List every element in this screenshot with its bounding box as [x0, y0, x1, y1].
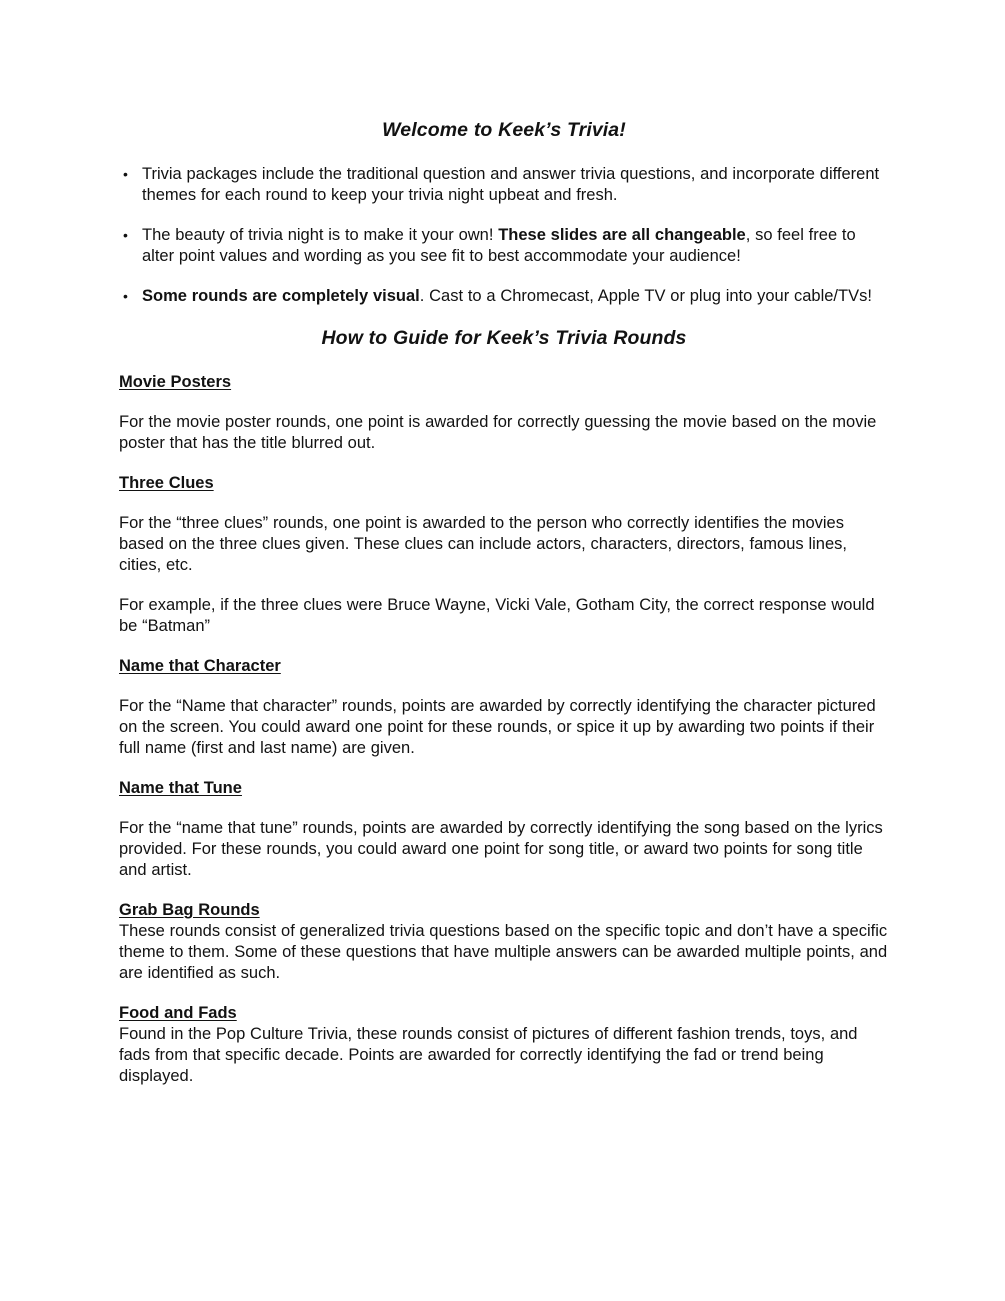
section-heading: Food and Fads [119, 1004, 237, 1022]
bold-text-run: Some rounds are completely visual [142, 287, 420, 305]
text-run: Trivia packages include the traditional question and answer trivia questions, and incorporate different themes for each round to keep your trivia night upbeat and fresh. [142, 165, 880, 204]
bullet-marker: • [123, 288, 128, 304]
section-grab-bag-rounds [119, 900, 889, 984]
bullet-item [119, 164, 889, 206]
bullet-text [142, 225, 889, 267]
section-heading: Grab Bag Rounds [119, 901, 260, 919]
section-paragraph: Found in the Pop Culture Trivia, these rounds consist of pictures of different fashion trends, toys, and fads from that specific decade. Points are awarded for correctly identifying the fad or trend being displayed. [119, 1025, 858, 1085]
section-paragraph: These rounds consist of generalized trivia questions based on the specific topic and don’t have a specific theme to them. Some of these questions that have multiple answers can be awarded multiple points, and are identified as such. [119, 922, 888, 982]
section-paragraph: For the “Name that character” rounds, points are awarded by correctly identifying the character pictured on the screen. You could award one point for these rounds, or spice it up by awarding two points if their full name (first and last name) are given. [119, 697, 876, 757]
section-name-that-character [119, 656, 889, 759]
section-name-that-tune [119, 778, 889, 881]
section-paragraph: For the “three clues” rounds, one point is awarded to the person who correctly identifies the movies based on the three clues given. These clues can include actors, characters, directors, famous lines, cities, etc. [119, 514, 847, 574]
text-run: . Cast to a Chromecast, Apple TV or plug into your cable/TVs! [419, 287, 872, 305]
bullet-item [119, 286, 889, 307]
bold-text-run: These slides are all changeable [498, 226, 746, 244]
bullet-text [142, 286, 889, 307]
document-subtitle: How to Guide for Keek’s Trivia Rounds [321, 327, 687, 349]
bullet-marker: • [123, 166, 128, 182]
bullet-marker: • [123, 227, 128, 243]
document-title: Welcome to Keek’s Trivia! [382, 119, 626, 141]
section-paragraph: For the movie poster rounds, one point is awarded for correctly guessing the movie based on the movie poster that has the title blurred out. [119, 413, 877, 452]
section-paragraph: For the “name that tune” rounds, points are awarded by correctly identifying the song based on the lyrics provided. For these rounds, you could award one point for song title, or award two points for song title and artist. [119, 819, 883, 879]
section-food-and-fads [119, 1003, 889, 1087]
section-heading: Name that Tune [119, 779, 242, 797]
intro-bullet-list [119, 164, 889, 307]
section-heading: Movie Posters [119, 373, 232, 391]
section-heading: Three Clues [119, 474, 214, 492]
section-paragraph: For example, if the three clues were Bruce Wayne, Vicki Vale, Gotham City, the correct response would be “Batman” [119, 596, 875, 635]
bullet-item [119, 225, 889, 267]
text-run: The beauty of trivia night is to make it your own! [142, 226, 499, 244]
section-movie-posters [119, 372, 889, 454]
section-heading: Name that Character [119, 657, 281, 675]
text-run: , so feel free to alter point values and wording as you see fit to best accommodate your audience! [142, 226, 856, 265]
bullet-text [142, 164, 889, 206]
section-three-clues [119, 473, 889, 637]
document-content [119, 118, 889, 1087]
